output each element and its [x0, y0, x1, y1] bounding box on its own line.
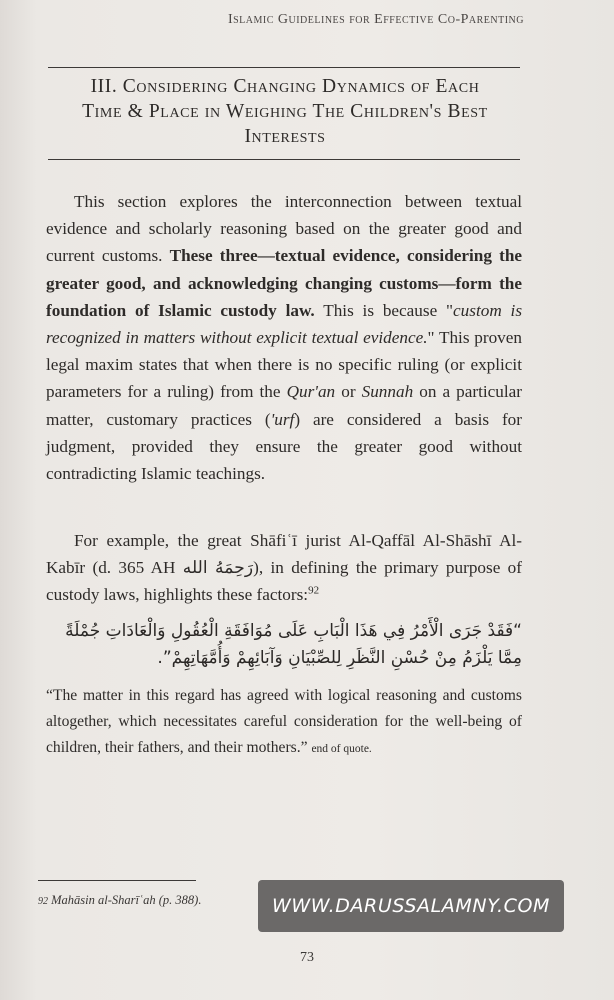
footnote-number: 92 — [38, 896, 48, 907]
para1-text: This is because " — [323, 300, 454, 320]
end-of-quote: end of quote. — [311, 743, 372, 755]
watermark-banner — [258, 880, 564, 932]
para1-text: " This proven legal maxim states that when there is no specific ruling (or explicit parameters for a ruling) from the — [46, 328, 522, 402]
para1-bold-sentence: These three—textual evidence, considering the greater good, and acknowledging changing customs—form the foundation of Islamic custody law. — [46, 246, 523, 320]
watermark-text: WWW.DARUSSALAMNY.COM — [271, 895, 551, 917]
footnote-reference: 92 — [308, 584, 320, 597]
footnote-text: Mahāsin al-Sharīʿah (p. 388). — [51, 893, 202, 907]
translation-quote — [46, 683, 522, 762]
urf-term: 'urf — [270, 409, 295, 429]
para1-text: or — [341, 382, 356, 402]
footnote-rule — [38, 880, 196, 881]
section-title-line: Time & Place in Weighing The Children's Best — [82, 101, 488, 122]
section-title — [40, 74, 530, 149]
para1-text: on a particular matter, customary practices ( — [46, 382, 523, 429]
title-rule-top — [48, 67, 520, 68]
para1-sentence: This section explores the interconnection between textual evidence and scholarly reasoning based on the greater good and current customs. — [46, 192, 522, 266]
title-rule-bottom — [48, 159, 520, 160]
quran-term: Qur'an — [286, 382, 336, 402]
page-number: 73 — [300, 950, 314, 965]
sunnah-term: Sunnah — [361, 382, 414, 402]
para1-text: ) are considered a basis for judgment, provided they ensure the greater good without contradicting Islamic teachings. — [46, 409, 522, 484]
arabic-quote: “فَقَدْ جَرَى الْأَمْرُ فِي هَذَا الْبَابِ عَلَى مُوَافَقَةِ الْعُقُولِ وَالْعَادَاتِ جُمْلَةً مِمَّا يَلْزَمُ مِنْ حُسْنِ النَّظَرِ لِلصِّبْيَانِ وَآبَائِهِمْ وَأُمَّهَاتِهِمْ”. — [65, 621, 522, 668]
para2-text: For example, the great Shāfiʿī jurist Al-Qaffāl Al-Shāshī Al-Kabīr (d. 365 AH رَحِمَهُ الله), in defining the primary purpose of custody laws, highlights these factors: — [46, 531, 522, 605]
paragraph-2 — [46, 527, 522, 609]
section-title-line: Interests — [244, 126, 326, 147]
para1-italic-maxim: custom is recognized in matters without explicit textual evidence. — [46, 300, 523, 348]
translation-text: “The matter in this regard has agreed with logical reasoning and customs altogether, which necessitates careful consideration for the well-being of children, their fathers, and their mothers.” — [46, 687, 522, 756]
paragraph-1 — [46, 188, 522, 487]
footnote — [38, 893, 201, 908]
running-head: Islamic Guidelines for Effective Co-Parenting — [227, 12, 524, 27]
section-title-line: III. Considering Changing Dynamics of Each — [90, 76, 480, 97]
